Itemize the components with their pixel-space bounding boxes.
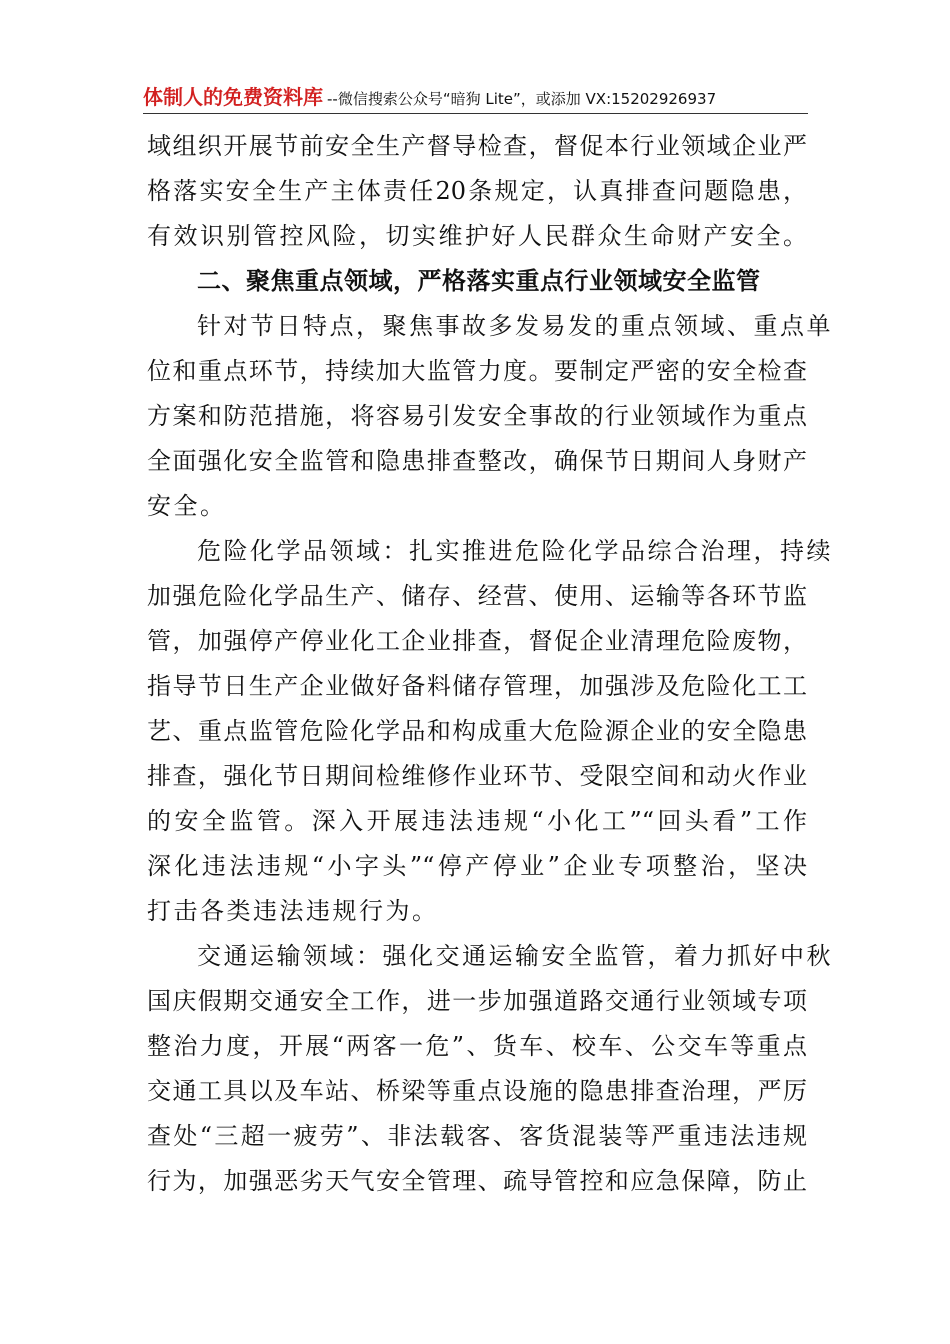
paragraph-first-line: 交通运输领域：强化交通运输安全监管，着力抓好中秋 [197, 942, 833, 970]
text-line: 排查，强化节日期间检维修作业环节、受限空间和动火作业 [147, 762, 807, 790]
text-line: 位和重点环节，持续加大监管力度。要制定严密的安全检查 [147, 357, 807, 385]
text-line: 有效识别管控风险，切实维护好人民群众生命财产安全。 [147, 222, 810, 250]
text-line: 整治力度，开展“两客一危”、货车、校车、公交车等重点 [147, 1032, 807, 1060]
document-body [147, 124, 833, 1204]
header-divider [143, 113, 808, 114]
text-line: 的安全监管。深入开展违法违规“小化工”“回头看”工作 [147, 807, 807, 835]
text-line: 国庆假期交通安全工作，进一步加强道路交通行业领域专项 [147, 987, 807, 1015]
section-heading: 二、聚焦重点领域，严格落实重点行业领域安全监管 [197, 267, 761, 295]
text-line: 查处“三超一疲劳”、非法载客、客货混装等严重违法违规 [147, 1122, 807, 1150]
text-line: 加强危险化学品生产、储存、经营、使用、运输等各环节监 [147, 582, 807, 610]
text-line: 交通工具以及车站、桥梁等重点设施的隐患排查治理，严厉 [147, 1077, 807, 1105]
text-line: 艺、重点监管危险化学品和构成重大危险源企业的安全隐患 [147, 717, 807, 745]
text-line: 指导节日生产企业做好备料储存管理，加强涉及危险化工工 [147, 672, 807, 700]
text-line: 全面强化安全监管和隐患排查整改，确保节日期间人身财产 [147, 447, 807, 475]
paragraph-first-line: 危险化学品领域：扎实推进危险化学品综合治理，持续 [197, 537, 833, 565]
header-contact: --微信搜索公众号“暗狗 Lite”，或添加 VX:15202926937 [327, 90, 717, 108]
text-line: 安全。 [147, 492, 227, 520]
text-line: 深化违法违规“小字头”“停产停业”企业专项整治，坚决 [147, 852, 807, 880]
text-line: 打击各类违法违规行为。 [147, 897, 439, 925]
page-header [143, 84, 808, 110]
text-line: 方案和防范措施，将容易引发安全事故的行业领域作为重点 [147, 402, 807, 430]
text-line: 格落实安全生产主体责任20条规定，认真排查问题隐患， [147, 177, 807, 205]
text-line: 域组织开展节前安全生产督导检查，督促本行业领域企业严 [147, 132, 807, 160]
text-line: 管，加强停产停业化工企业排查，督促企业清理危险废物， [147, 627, 807, 655]
header-brand: 体制人的免费资料库 [143, 85, 323, 109]
text-line: 行为，加强恶劣天气安全管理、疏导管控和应急保障，防止 [147, 1167, 807, 1195]
paragraph-first-line: 针对节日特点，聚焦事故多发易发的重点领域、重点单 [197, 312, 833, 340]
